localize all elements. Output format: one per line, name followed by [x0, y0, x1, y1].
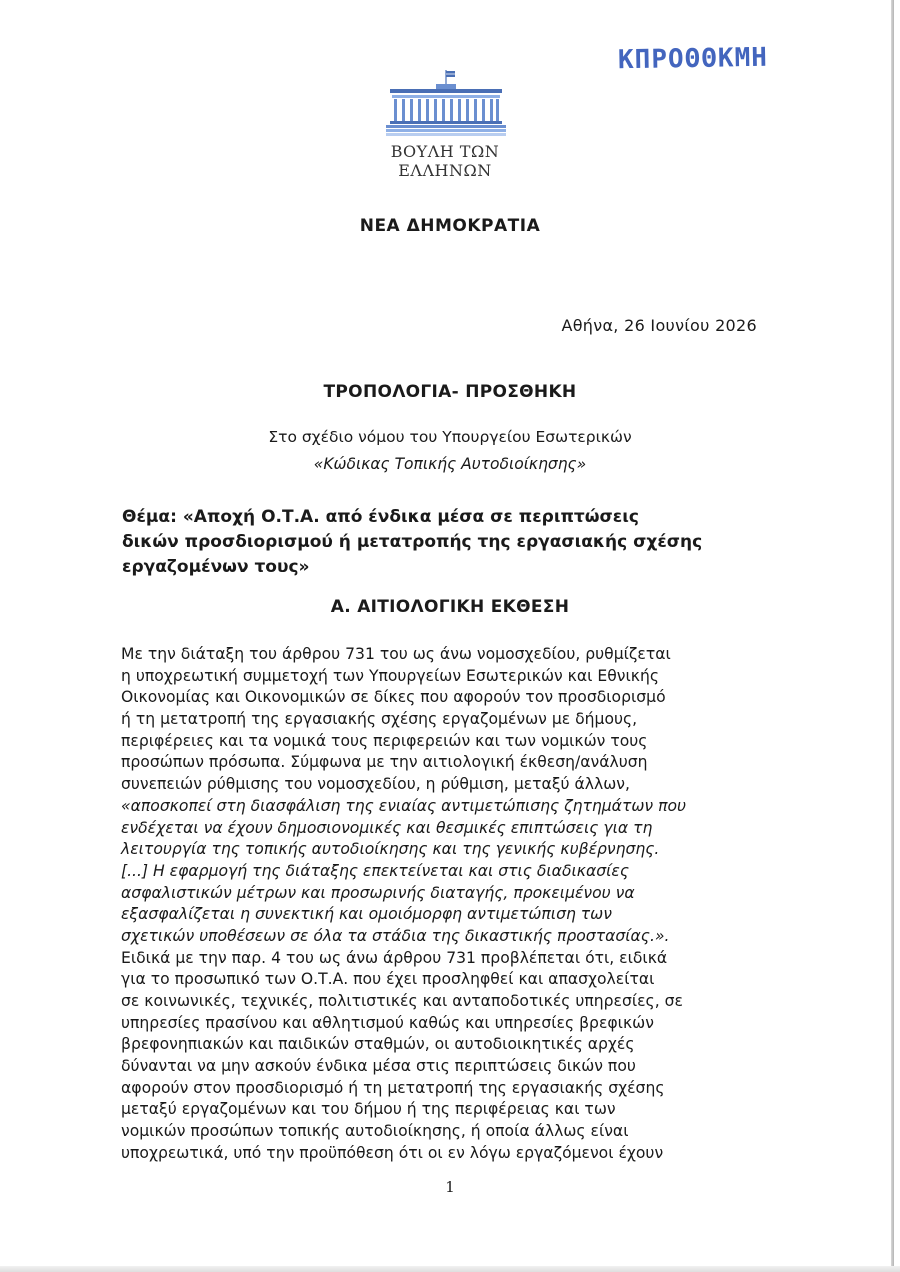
page-edge-shadow: [891, 0, 894, 1272]
document-date: Αθήνα, 26 Ιουνίου 2026: [561, 316, 757, 335]
body-line: Ειδικά με την παρ. 4 του ως άνω άρθρου 731 προβλέπεται ότι, ειδικά: [121, 948, 668, 967]
code-name: «Κώδικας Τοπικής Αυτοδιοίκησης»: [313, 455, 587, 473]
body-line: συνεπειών ρύθμισης του νομοσχεδίου, η ρύθμιση, μεταξύ άλλων,: [121, 775, 630, 794]
body-line: Οικονομίας και Οικονομικών σε δίκες που αφορούν τον προσδιορισμό: [121, 688, 666, 707]
body-line: σε κοινωνικές, τεχνικές, πολιτιστικές και ανταποδοτικές υπηρεσίες, σε: [121, 992, 683, 1010]
party-name: ΝΕΑ ΔΗΜΟΚΡΑΤΙΑ: [359, 216, 541, 236]
subject-line: Θέμα: «Αποχή Ο.Τ.Α. από ένδικα μέσα σε περιπτώσεις: [122, 507, 639, 527]
document-type-heading: ΤΡΟΠΟΛΟΓΙΑ- ΠΡΟΣΘΗΚΗ: [323, 382, 577, 402]
page-number: 1: [445, 1178, 455, 1196]
body-line: για το προσωπικό των Ο.Τ.Α. που έχει προσληφθεί και απασχολείται: [121, 970, 655, 989]
subject-block: [122, 505, 758, 580]
subject-line: δικών προσδιορισμού ή μετατροπής της εργασιακής σχέσης: [122, 532, 703, 552]
body-line: βρεφονηπιακών και παιδικών σταθμών, οι αυτοδιοικητικές αρχές: [121, 1035, 635, 1054]
body-line: αφορούν στον προσδιορισμό ή τη μετατροπή της εργασιακής σχέσης: [121, 1078, 665, 1097]
body-line-quote: εξασφαλίζεται η συνεκτική και ομοιόμορφη αντιμετώπιση των: [121, 905, 612, 924]
page-bottom-shadow: [0, 1266, 900, 1272]
body-line-quote: [...] Η εφαρμογή της διάταξης επεκτείνεται και στις διαδικασίες: [121, 861, 629, 880]
parliament-name: ΒΟΥΛΗ ΤΩΝ ΕΛΛΗΝΩΝ: [390, 142, 500, 180]
body-line: υποχρεωτικά, υπό την προϋπόθεση ότι οι εν λόγω εργαζόμενοι έχουν: [121, 1143, 664, 1162]
section-title: Α. ΑΙΤΙΟΛΟΓΙΚΗ ΕΚΘΕΣΗ: [330, 597, 570, 617]
body-line: Με την διάταξη του άρθρου 731 του ως άνω νομοσχεδίου, ρυθμίζεται: [121, 645, 671, 663]
body-line: περιφέρειες και τα νομικά τους περιφερειών και των νομικών τους: [121, 731, 648, 750]
parliament-building-logo: [386, 68, 506, 138]
body-text: [121, 644, 757, 1165]
body-line-quote: «αποσκοπεί στη διασφάλιση της ενιαίας αντιμετώπισης ζητημάτων που: [121, 796, 687, 815]
body-line: ή τη μετατροπή της εργασιακής σχέσης εργαζομένων με δήμους,: [121, 710, 638, 729]
body-line-quote: σχετικών υποθέσεων σε όλα τα στάδια της δικαστικής προστασίας.».: [121, 926, 670, 945]
body-line-quote: ασφαλιστικών μέτρων και προσωρινής διαταγής, προκειμένου να: [121, 883, 635, 902]
body-line-quote: ενδέχεται να έχουν δημοσιονομικές και θεσμικές επιπτώσεις για τη: [121, 818, 653, 837]
body-line: δύνανται να μην ασκούν ένδικα μέσα στις περιπτώσεις δικών που: [121, 1057, 636, 1076]
body-line-quote: λειτουργία της τοπικής αυτοδιοίκησης και της γενικής κυβέρνησης.: [121, 840, 660, 859]
body-line: νομικών προσώπων τοπικής αυτοδιοίκησης, ή οποία άλλως είναι: [121, 1122, 629, 1141]
body-line: μεταξύ εργαζομένων και του δήμου ή της περιφέρειας και των: [121, 1100, 616, 1119]
subject-line: εργαζομένων τους»: [122, 557, 310, 577]
body-line: προσώπων πρόσωπα. Σύμφωνα με την αιτιολογική έκθεση/ανάλυση: [121, 753, 648, 772]
body-line: υπηρεσίες πρασίνου και αθλητισμού καθώς και υπηρεσίες βρεφικών: [121, 1013, 654, 1032]
protocol-stamp: ΚΠΡΟΘΘΚΜΗ: [617, 42, 769, 76]
body-line: η υποχρεωτική συμμετοχή των Υπουργείων Εσωτερικών και Εθνικής: [121, 666, 659, 685]
draft-law-reference: Στο σχέδιο νόμου του Υπουργείου Εσωτερικών: [268, 428, 632, 446]
